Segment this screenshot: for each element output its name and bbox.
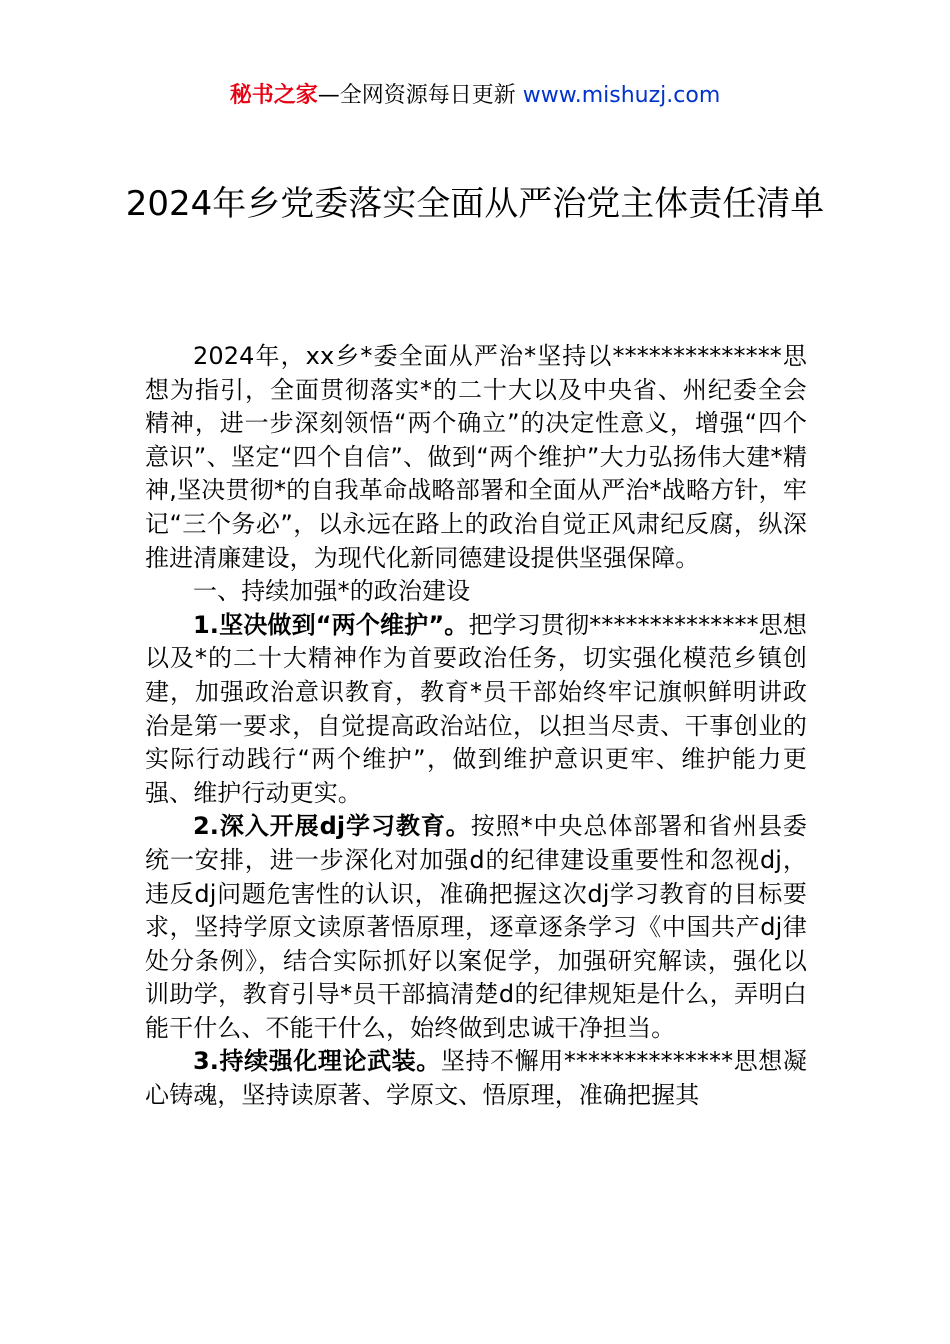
paragraph-text: 把学习贯彻**************思想以及*的二十大精神作为首要政治任务，切实强化模范乡镇创建，加强政治意识教育，教育*员干部始终牢记旗帜鲜明讲政治是第一要求，自觉提高政治站位，以担当尽责、干事创业的实际行动践行“两个维护”，做到维护意识更牢、维护能力更强、维护行动更实。 <box>145 610 807 807</box>
paragraph-lead: 1.坚决做到“两个维护”。 <box>193 610 469 639</box>
paragraph-text: 2024年，xx乡*委全面从严治*坚持以**************思想为指引，全面贯彻落实*的二十大以及中央省、州纪委全会精神，进一步深刻领悟“两个确立”的决定性意义，增强“四个意识”、坚定“四个自信”、做到“两个维护”大力弘扬伟大建*精神,坚决贯彻*的自我革命战略部署和全面从严治*战略方针，牢记“三个务必”，以永远在路上的政治自觉正风肃纪反腐，纵深推进清廉建设，为现代化新同德建设提供坚强保障。 <box>145 342 807 572</box>
header-tagline: —全网资源每日更新 <box>317 83 516 108</box>
paragraph-intro <box>145 340 807 575</box>
brand-name: 秘书之家 <box>229 83 318 108</box>
paragraph-text: 按照*中央总体部署和省州县委统一安排，进一步深化对加强d的纪律建设重要性和忽视dj，违反dj问题危害性的认识，准确把握这次dj学习教育的目标要求，坚持学原文读原著悟原理，逐章逐条学习《中国共产dj律处分条例》，结合实际抓好以案促学，加强研究解读，强化以训助学，教育引导*员干部搞清楚d的纪律规矩是什么，弄明白能干什么、不能干什么，始终做到忠诚干净担当。 <box>145 812 807 1042</box>
paragraph-text: 坚持不懈用**************思想凝心铸魂，坚持读原著、学原文、悟原理，准确把握其 <box>145 1047 808 1110</box>
site-url-link[interactable]: www.mishuzj.com <box>522 83 721 108</box>
paragraph-item-3 <box>145 1045 807 1112</box>
paragraph-item-2 <box>145 810 807 1045</box>
paragraph-item-1 <box>145 609 807 811</box>
paragraph-lead: 2.深入开展dj学习教育。 <box>193 812 471 841</box>
document-title: 2024年乡党委落实全面从严治党主体责任清单 <box>125 184 825 224</box>
site-header <box>0 80 950 112</box>
section-heading-1 <box>145 575 807 609</box>
section-heading-text: 一、持续加强*的政治建设 <box>193 577 471 606</box>
paragraph-lead: 3.持续强化理论武装。 <box>193 1047 441 1076</box>
document-body <box>145 340 807 1113</box>
